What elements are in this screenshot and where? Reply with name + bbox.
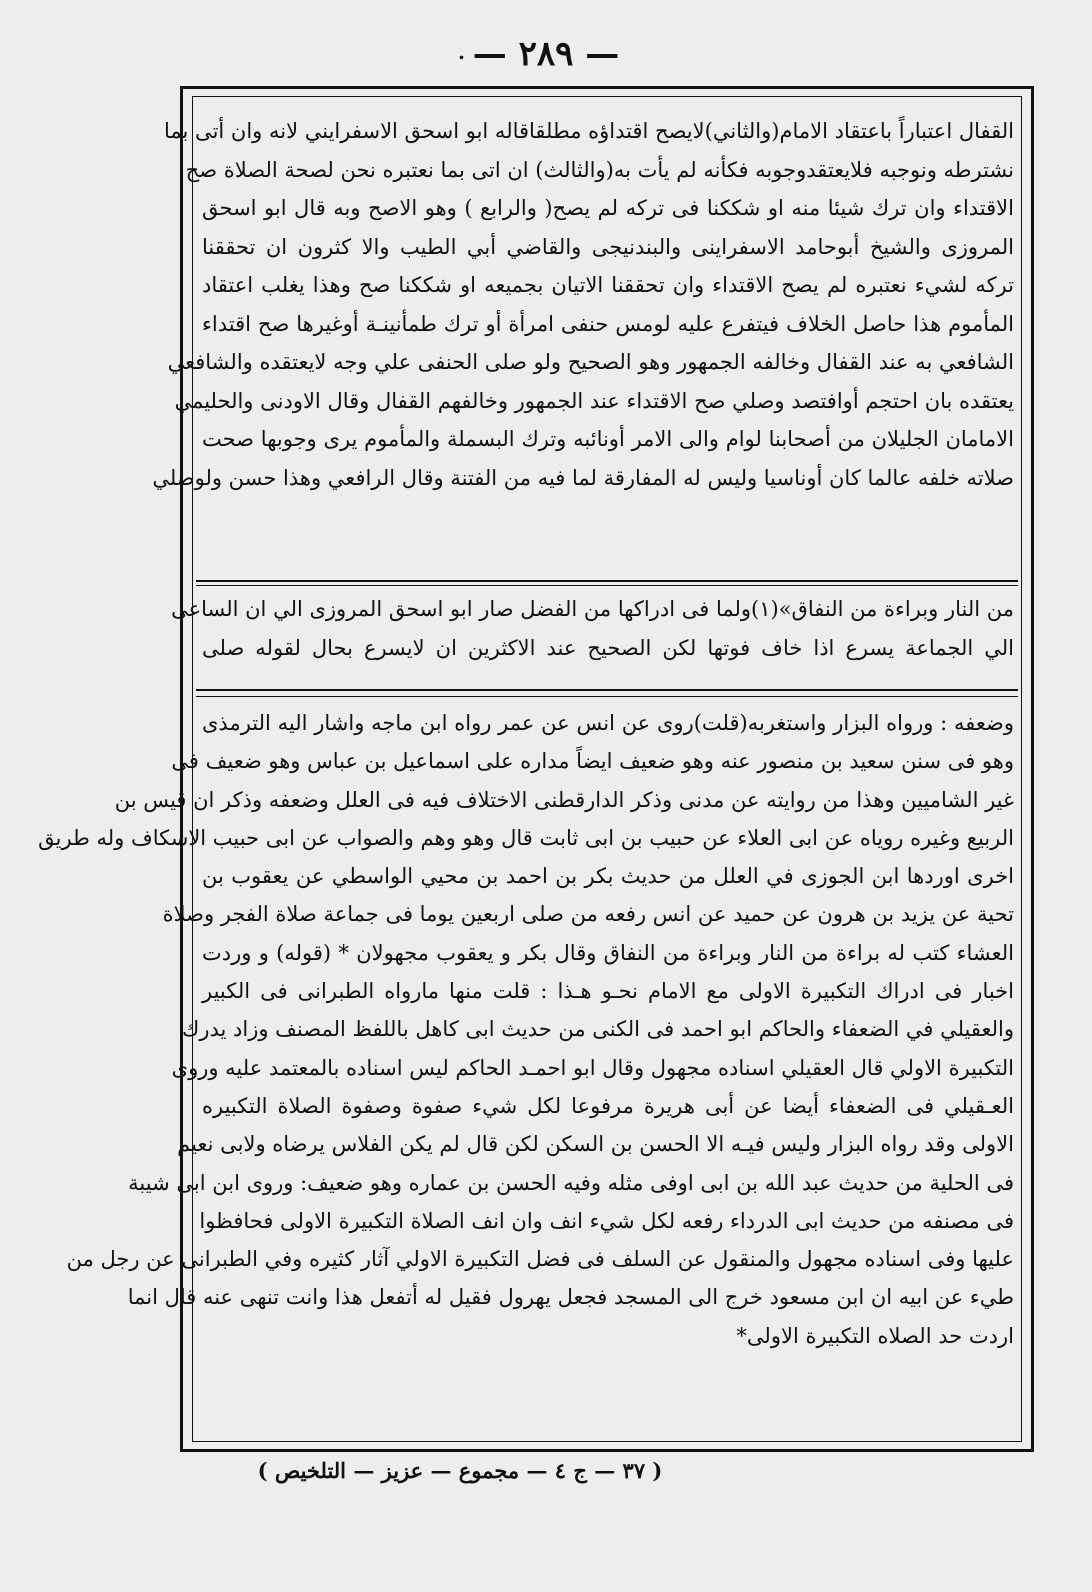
- text-line: الامامان الجليلان من أصحابنا لوام والى الامر أونائبه وترك البسملة والمأموم يرى وجوبها صحت: [202, 427, 1014, 451]
- text-line: صلاته خلفه عالما كان أوناسيا وليس له المفارقة لما فيه من الفتنة وقال الرافعي وهذا حسن ولوصلي: [152, 465, 1014, 490]
- separator-rule: [196, 580, 1018, 582]
- note-line: عليها وفى اسناده مجهول والمنقول عن السلف فى فضل التكبيرة الاولي آثار كثيره وفي الطبرانى عن رجل من: [66, 1247, 1014, 1272]
- text-line: المروزى والشيخ أبوحامد الاسفراينى والبندنيجى والقاضي أبي الطيب والا كثرون ان تحققنا: [202, 234, 1014, 259]
- note-line: اردت حد الصلاه التكبيرة الاولى*: [736, 1323, 1014, 1348]
- note-line: الربيع وغيره روياه عن ابى العلاء عن حبيب بن ابى ثابت قال وهو وهم والصواب عن ابى حبيب الاسكاف وله طريق: [38, 825, 1014, 850]
- note-line: العـقيلي فى الضعفاء أيضا عن أبى هريرة مرفوعا لكل شيء صفوة وصفوة الصلاة التكبيره: [202, 1093, 1014, 1118]
- text-line: يعتقده بان احتجم أوافتصد وصلي صح الاقتداء عند الجمهور وخالفهم القفال وقال الاودنى والحليمي: [174, 388, 1014, 413]
- note-line: غير الشاميين وهذا من روايته عن مدنى وذكر الدارقطنى الاختلاف فيه فى العلل وضعفه وذكر ان قيس بن: [114, 787, 1014, 812]
- note-line: تحية عن يزيد بن هرون عن حميد عن انس رفعه من صلى اربعين يوما فى جماعة صلاة الفجر وصلاة: [162, 902, 1014, 927]
- text-line: الي الجماعة يسرع اذا خاف فوتها لكن الصحيح عند الاكثرين ان لايسرع بحال لقوله صلى: [202, 635, 1014, 660]
- note-line: اخبار فى ادراك التكبيرة الاولى مع الامام نحـو هـذا : قلت منها مارواه الطبرانى فى الكبير: [202, 979, 1014, 1004]
- footer-signature: ( ٣٧ — ج ٤ — مجموع — عزيز — التلخيص ): [257, 1458, 663, 1483]
- note-line: اخرى اوردها ابن الجوزى في العلل من حديث بكر بن احمد بن محيي الواسطي عن يعقوب بن: [202, 864, 1014, 889]
- page-dot: .: [458, 40, 465, 64]
- note-line: فى الحلية من حديث عبد الله بن ابى اوفى مثله وفيه الحسن بن عماره وهو ضعيف: وروى ابن ابى شيبة: [128, 1170, 1014, 1195]
- text-line: المأموم هذا حاصل الخلاف فيتفرع عليه لومس حنفى امرأة أو ترك طمأنينـة أوغيرها صح اقتداء: [202, 311, 1014, 336]
- separator-rule: [196, 696, 1018, 697]
- note-line: طيء عن ابيه ان ابن مسعود خرج الى المسجد فجعل يهرول فقيل له أتفعل هذا وانت تنهى عنه قال انما: [127, 1285, 1014, 1310]
- note-line: فى مصنفه من حديث ابى الدرداء رفعه لكل شيء انف وان انف الصلاة التكبيرة الاولى فحافظوا: [199, 1208, 1014, 1233]
- note-line: الاولى وقد رواه البزار وليس فيـه الا الحسن بن السكن لكن قال لم يكن الفلاس يرضاه ولابى نعيم: [177, 1132, 1014, 1157]
- note-line: التكبيرة الاولي قال العقيلي اسناده مجهول وقال ابو احمـد الحاكم ليس اسناده بالمعتمد عليه وروى: [171, 1055, 1014, 1080]
- note-line: وهو فى سنن سعيد بن منصور عنه وهو ضعيف ايضاً مداره على اسماعيل بن عباس وهو ضعيف فى: [171, 749, 1014, 774]
- text-line: الشافعي به عند القفال وخالفه الجمهور وهو الصحيح ولو صلى الحنفى علي وجه لايعتقده والشافعي: [167, 350, 1014, 374]
- note-line: العشاء كتب له براءة من النار وبراءة من النفاق وقال بكر و يعقوب مجهولان * (قوله) و وردت: [202, 940, 1014, 965]
- notes-text: [38, 704, 1014, 1355]
- separator-rule: [196, 585, 1018, 586]
- text-line: القفال اعتباراً باعتقاد الامام(والثاني)لايصح اقتداؤه مطلقاقاله ابو اسحق الاسفرايني لانه وان أتى بما: [164, 119, 1014, 143]
- page-number: — ٢٨٩ —: [472, 34, 620, 74]
- note-line: وضعفه : ورواه البزار واستغربه(قلت)روى عن انس عن عمر رواه ابن ماجه واشار اليه الترمذى: [202, 711, 1014, 735]
- text-line: من النار وبراءة من النفاق»(١)ولما فى ادراكها من الفضل صار ابو اسحق المروزى الي ان الساعى: [171, 597, 1014, 621]
- text-line: نشترطه ونوجبه فلايعتقدوجوبه فكأنه لم يأت به(والثالث) ان اتى بما نعتبره نحن لصحة الصلاة صح: [185, 157, 1014, 182]
- separator-rule: [196, 689, 1018, 691]
- text-line: تركه لشيء نعتبره لم يصح الاقتداء وان تحققنا الاتيان بجميعه او شككنا صح وهذا يغلب اعتقاد: [202, 273, 1014, 297]
- main-text: [152, 112, 1014, 497]
- middle-text: [171, 590, 1014, 667]
- note-line: والعقيلي في الضعفاء والحاكم ابو احمد فى الكنى من حديث ابى كاهل باللفظ المصنف وزاد يدرك: [182, 1017, 1014, 1042]
- text-line: الاقتداء وان ترك شيئا منه او شككنا فى تركه لم يصح( والرابع ) وهو الاصح وبه قال ابو اسحق: [202, 196, 1014, 220]
